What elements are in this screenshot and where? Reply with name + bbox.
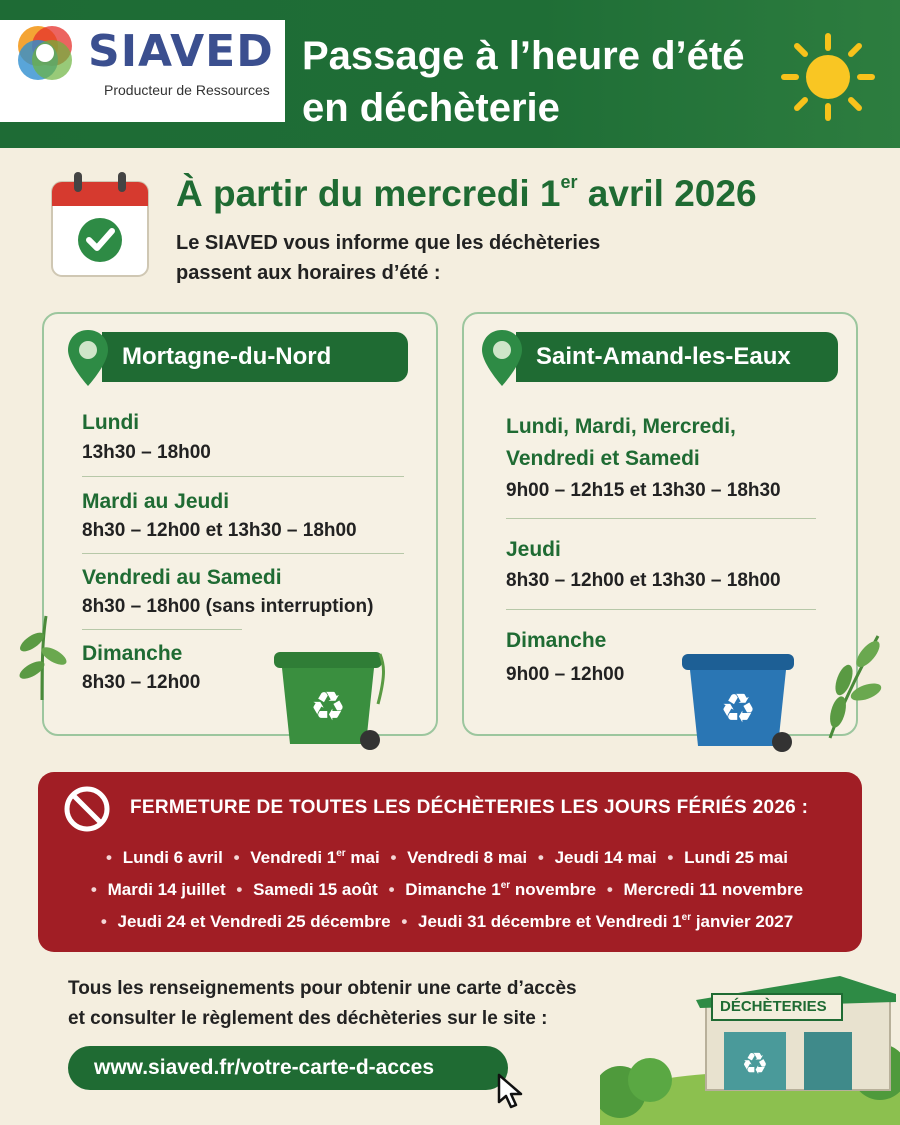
site-name-banner: Mortagne-du-Nord — [102, 332, 408, 382]
schedule-days: Dimanche — [506, 629, 607, 652]
schedule-days: Mardi au Jeudi — [82, 490, 230, 513]
holiday-list-row: • Lundi 6 avril • Vendredi 1er mai • Vendredi 8 mai • Jeudi 14 mai • Lundi 25 mai — [106, 848, 788, 867]
sun-icon — [778, 32, 878, 122]
page-title-line-1: Passage à l’heure d’été — [302, 34, 745, 78]
intro-text-line-1: Le SIAVED vous informe que les déchèteries — [176, 232, 601, 254]
schedule-hours: 8h30 – 12h00 — [82, 672, 201, 693]
divider — [82, 476, 404, 477]
divider — [506, 609, 816, 610]
divider — [82, 629, 242, 630]
page-title-line-2: en déchèterie — [302, 86, 560, 130]
footer-text-line-1: Tous les renseignements pour obtenir une carte d’accès — [68, 978, 577, 999]
logo-mark-icon — [14, 22, 76, 84]
building-sign-label: DÉCHÈTERIES — [720, 998, 827, 1015]
svg-text:♻: ♻ — [310, 684, 346, 730]
schedule-days: Vendredi au Samedi — [82, 566, 282, 589]
schedule-hours: 9h00 – 12h00 — [506, 664, 625, 685]
recycle-bin-icon — [678, 646, 798, 756]
holiday-item: Jeudi 31 décembre et Vendredi 1er janvier 2027 — [418, 912, 794, 931]
holiday-list-row: • Jeudi 24 et Vendredi 25 décembre • Jeudi 31 décembre et Vendredi 1er janvier 2027 — [100, 912, 794, 931]
recycle-bin-icon — [268, 644, 388, 754]
schedule-hours: 9h00 – 12h15 et 13h30 – 18h30 — [506, 480, 781, 501]
divider — [82, 553, 404, 554]
holiday-list-row: • Mardi 14 juillet • Samedi 15 août • Dimanche 1er novembre • Mercredi 11 novembre — [90, 880, 804, 899]
access-card-link[interactable]: www.siaved.fr/votre-carte-d-acces — [68, 1046, 508, 1090]
calendar-check-icon — [48, 168, 152, 280]
schedule-days: Dimanche — [82, 642, 183, 665]
schedule-hours: 8h30 – 12h00 et 13h30 – 18h00 — [506, 570, 781, 591]
schedule-days: Lundi, Mardi, Mercredi, — [506, 415, 736, 438]
leaf-icon — [12, 612, 72, 702]
holiday-item: Vendredi 1er mai — [250, 848, 380, 867]
schedule-hours: 13h30 – 18h00 — [82, 442, 211, 463]
intro-text-line-2: passent aux horaires d’été : — [176, 262, 441, 284]
holiday-item: Mardi 14 juillet — [107, 880, 226, 899]
building-icon — [600, 972, 900, 1125]
svg-text:♻: ♻ — [720, 686, 756, 732]
leaf-icon — [820, 630, 890, 740]
schedule-days: Jeudi — [506, 538, 561, 561]
schedule-hours: 8h30 – 12h00 et 13h30 – 18h00 — [82, 520, 357, 541]
no-entry-icon — [62, 784, 112, 834]
start-date-heading: À partir du mercredi 1er avril 2026 — [176, 172, 757, 214]
logo-name: SIAVED — [88, 26, 274, 77]
schedule-hours: 8h30 – 18h00 (sans interruption) — [82, 596, 374, 617]
map-pin-icon — [480, 328, 524, 388]
holiday-item: Dimanche 1er novembre — [405, 880, 597, 899]
logo-tagline: Producteur de Ressources — [104, 82, 270, 98]
svg-text:♻: ♻ — [741, 1047, 769, 1082]
holiday-item: Vendredi 8 mai — [407, 848, 528, 867]
holiday-item: Samedi 15 août — [253, 880, 378, 899]
holiday-item: Jeudi 14 mai — [554, 848, 657, 867]
holiday-item: Lundi 25 mai — [684, 848, 788, 867]
map-pin-icon — [66, 328, 110, 388]
holiday-item: Jeudi 24 et Vendredi 25 décembre — [117, 912, 391, 931]
schedule-days: Lundi — [82, 411, 140, 434]
schedule-days: Vendredi et Samedi — [506, 447, 700, 470]
cursor-icon — [496, 1072, 526, 1110]
holiday-item: Mercredi 11 novembre — [623, 880, 804, 899]
holiday-item: Lundi 6 avril — [122, 848, 223, 867]
footer-text-line-2: et consulter le règlement des déchèteries sur le site : — [68, 1008, 548, 1029]
closure-title: FERMETURE DE TOUTES LES DÉCHÈTERIES LES JOURS FÉRIÉS 2026 : — [130, 797, 809, 818]
divider — [506, 518, 816, 519]
site-name-banner: Saint-Amand-les-Eaux — [516, 332, 838, 382]
